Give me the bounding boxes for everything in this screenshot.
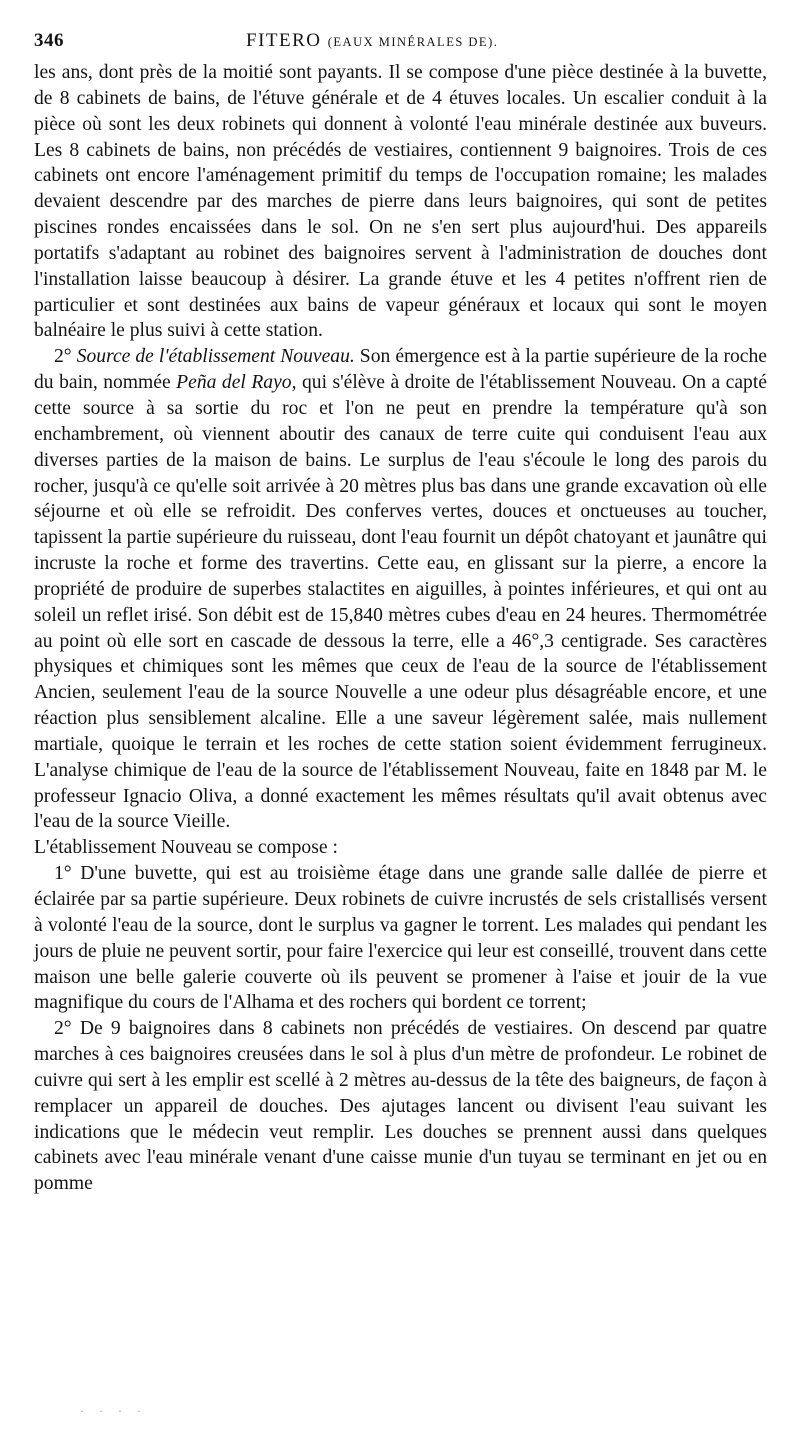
paragraph-text: qui s'élève à droite de l'établissement Nouveau. On a capté cette source à sa sortie du roc et l'on ne peut en prendre la température qu'à son enchambrement, où viennent aboutir des canaux de terre cuite qui conduisent l'eau aux diverses parties de la maison de bains. Le surplus de l'eau s'écoule le long des parois du rocher, jusqu'à ce qu'elle soit arrivée à 20 mètres plus bas dans une grande excavation où elle séjourne et où elle se refroidit. Des conferves vertes, douces et onctueuses au toucher, tapissent la partie supérieure du ruisseau, dont l'eau fournit un dépôt chatoyant et jaunâtre qui incruste la roche et forme des travertins. Cette eau, en glissant sur la pierre, a encore la propriété de produire de superbes stalactites en aiguilles, à pointes inférieures, et qui ont au soleil un reflet irisé. Son débit est de 15,840 mètres cubes d'eau en 24 heures. Thermométrée au point où elle sort en cascade de dessous la terre, elle a 46°,3 centigrade. Ses caractères physiques et chimiques sont les mêmes que ceux de l'eau de la source de l'établissement Ancien, seulement l'eau de la source Nouvelle a une odeur plus désagréable encore, et une réaction plus sensiblement alcaline. Elle a une saveur légèrement salée, mais nullement martiale, quoique le terrain et les roches de cette station soient évidemment ferrugineux. L'analyse chimique de l'eau de la source de l'établissement Nouveau, faite en 1848 par M. le professeur Ignacio Oliva, a donné exactement les mêmes résultats qu'il avait obtenus avec l'eau de la source Vieille.	[34, 372, 767, 833]
place-name: Peña del Rayo,	[176, 372, 297, 394]
paragraph-item-2	[34, 1016, 767, 1197]
paragraph-text: 1° D'une buvette, qui est au troisième étage dans une grande salle dallée de pierre et éclairée par sa partie supérieure. Deux robinets de cuivre incrustés de sels cristallisés versent à volonté l'eau de la source, dont le surplus va gagner le torrent. Les malades qui pendant les jours de pluie ne peuvent sortir, pour faire l'exercice qui leur est conseillé, trouvent dans cette maison une belle galerie couverte où ils peuvent se promener à l'aise et jouir de la vue magnifique du cours de l'Alhama et des rochers qui bordent ce torrent;	[34, 863, 767, 1014]
paragraph-text: 2° De 9 baignoires dans 8 cabinets non précédés de vestiaires. On descend par quatre marches à ces baignoires creusées dans le sol à plus d'un mètre de profondeur. Le robinet de cuivre qui sert à les emplir est scellé à 2 mètres au-dessus de la tête des baigneurs, de façon à remplacer un appareil de douches. Des ajutages lancent ou divisent l'eau suivant les indications que le médecin veut remplir. Les douches se prennent aussi dans quelques cabinets avec l'eau minérale venant d'une caisse munie d'un tuyau se terminant en jet ou en pomme	[34, 1018, 767, 1195]
scan-artifact-marks: · · · ·	[80, 1404, 147, 1418]
body-text	[34, 60, 767, 1197]
page-number: 346	[34, 30, 64, 51]
running-head-title: FITERO	[246, 30, 322, 51]
paragraph-source-nouveau	[34, 344, 767, 835]
running-head	[246, 30, 498, 52]
paragraph-item-1	[34, 861, 767, 1016]
paragraph-text: les ans, dont près de la moitié sont payants. Il se compose d'une pièce destinée à la buvette, de 8 cabinets de bains, de l'étuve générale et de 4 étuves locales. Un escalier conduit à la pièce où sont les deux robinets qui donnent à volonté l'eau minérale destinée aux buveurs. Les 8 cabinets de bains, non précédés de vestiaires, contiennent 9 baignoires. Trois de ces cabinets ont encore l'aménagement primitif du temps de l'occupation romaine; les malades devaient descendre par des marches de pierre dans leurs baignoires, qui sont de petites piscines rondes encaissées dans le sol. On ne s'en sert plus aujourd'hui. Des appareils portatifs s'adaptant au robinet des baignoires servent à l'administration de douches dont l'installation laisse beaucoup à désirer. La grande étuve et les 4 petites n'offrent rien de particulier et sont destinées aux bains de vapeur généraux et locaux qui sont le moyen balnéaire le plus suivi à cette station.	[34, 62, 767, 342]
paragraph-intro-list	[34, 835, 767, 861]
section-heading: Source de l'établissement Nouveau.	[76, 346, 355, 368]
paragraph-continuation	[34, 60, 767, 344]
page-header	[34, 30, 767, 60]
section-number: 2°	[54, 346, 77, 368]
paragraph-text: L'établissement Nouveau se compose :	[34, 837, 338, 859]
running-head-subtitle: (EAUX MINÉRALES DE).	[327, 35, 499, 49]
book-page	[34, 30, 767, 1197]
paragraph-text: Son émergence est à la partie supérieure de la roche du bain, nommée	[34, 346, 768, 394]
